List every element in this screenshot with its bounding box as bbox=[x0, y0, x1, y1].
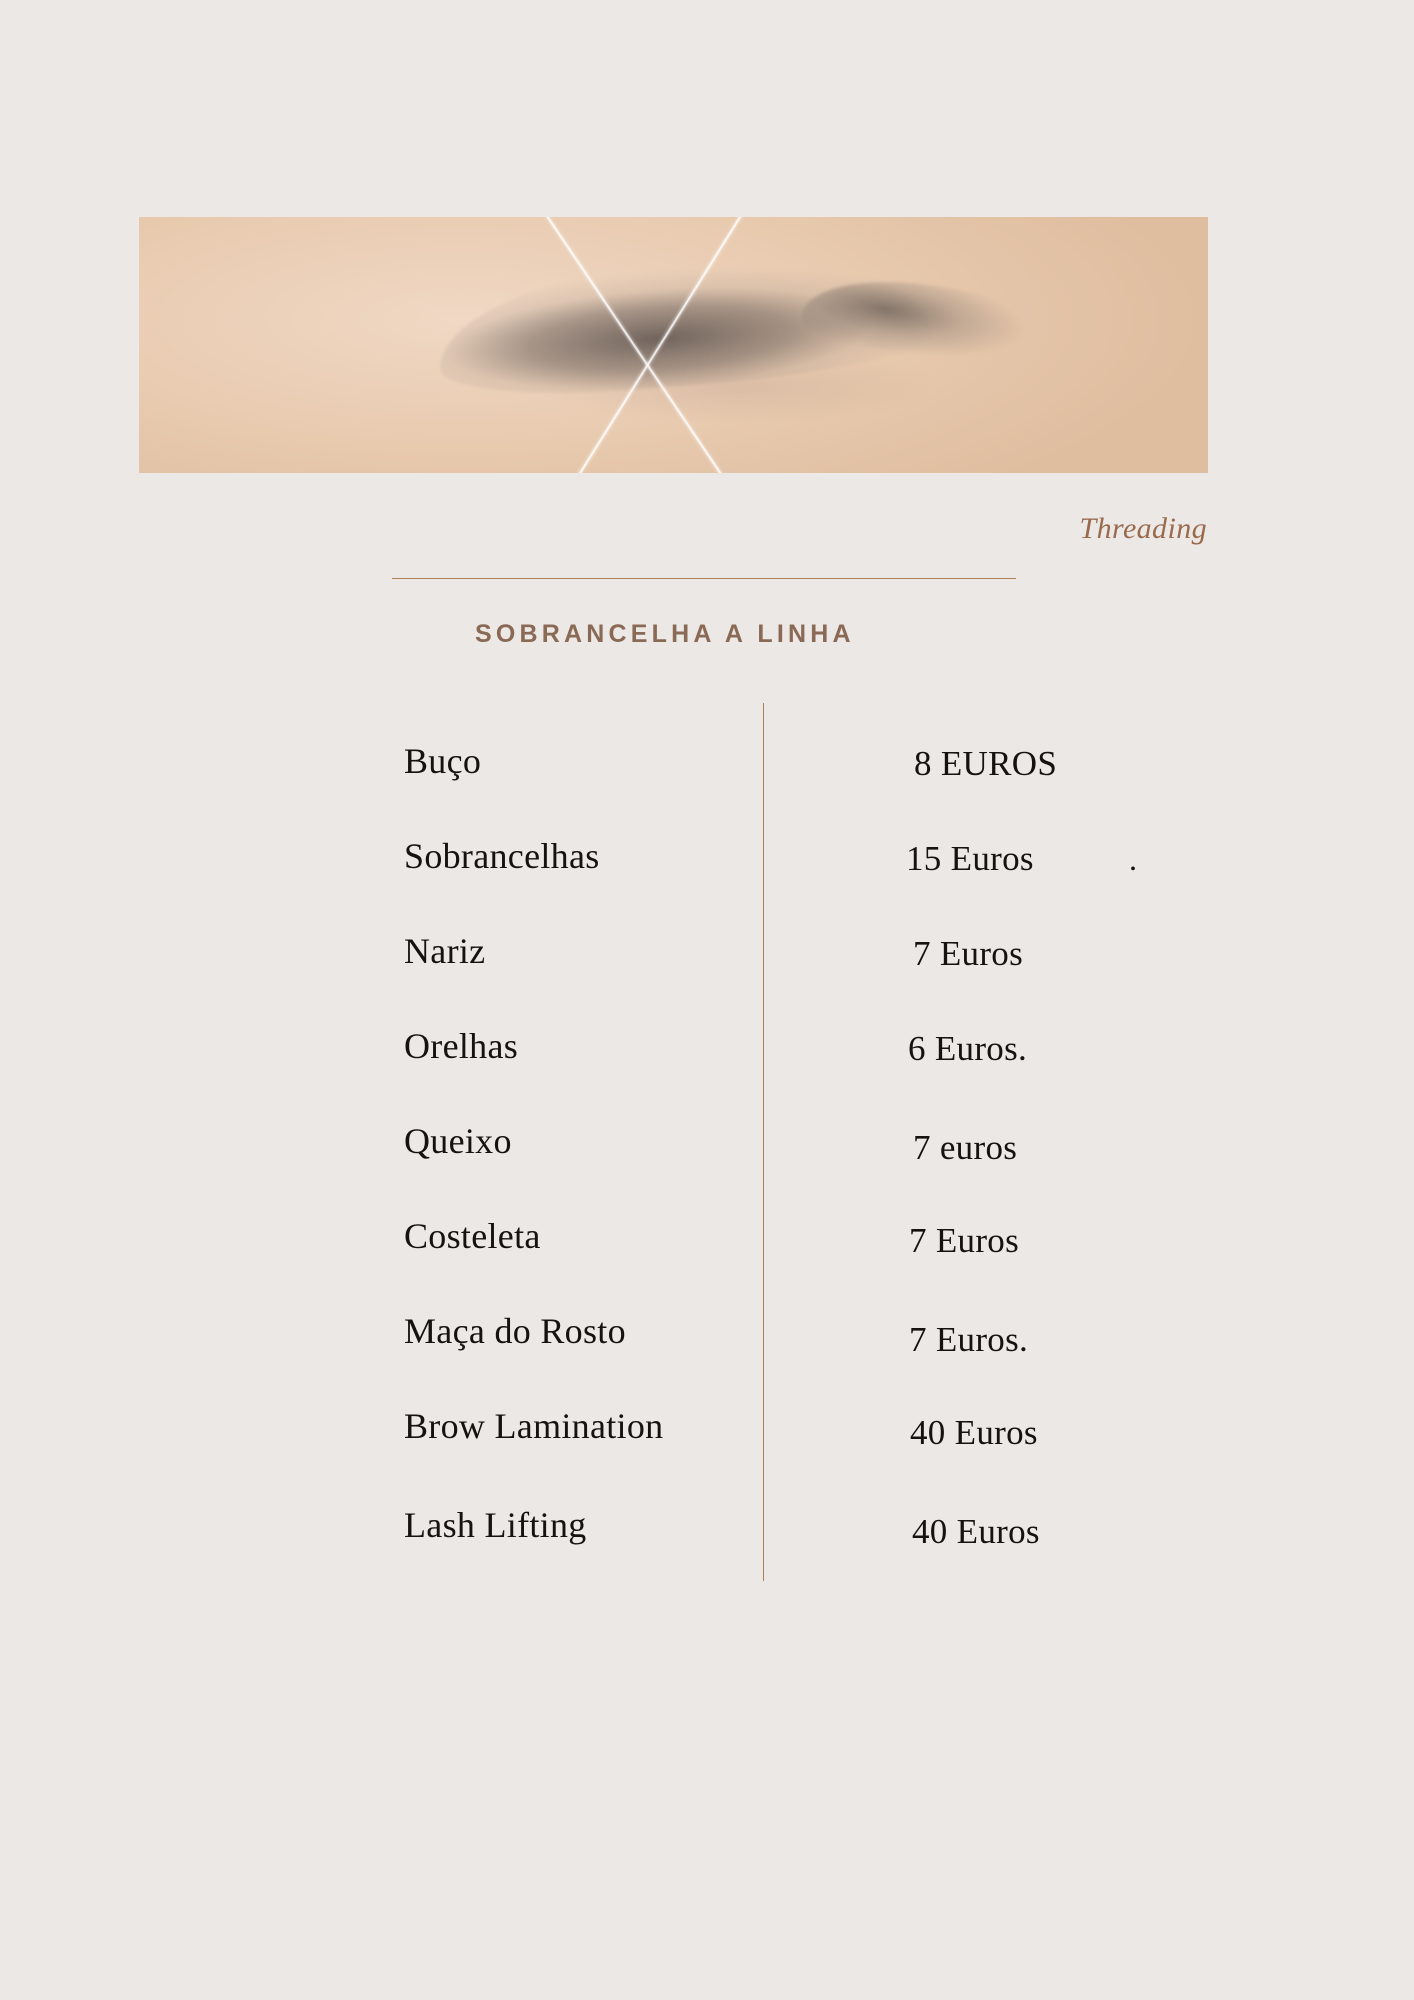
list-item bbox=[404, 1310, 1124, 1405]
service-name: Costeleta bbox=[404, 1216, 541, 1256]
price-list bbox=[404, 740, 1137, 1595]
service-name: Nariz bbox=[404, 931, 486, 971]
list-item bbox=[404, 1025, 1124, 1120]
list-item bbox=[404, 835, 1137, 930]
list-item bbox=[404, 740, 1124, 835]
service-price: 7 Euros bbox=[909, 1221, 1020, 1260]
service-price-note: . bbox=[1129, 841, 1137, 877]
list-item bbox=[404, 1120, 1124, 1215]
service-price: 7 Euros bbox=[913, 934, 1024, 973]
service-price: 15 Euros bbox=[906, 839, 1034, 878]
service-name: Brow Lamination bbox=[404, 1406, 664, 1446]
service-price: 40 Euros bbox=[910, 1413, 1038, 1452]
list-item bbox=[404, 1500, 1124, 1595]
service-name: Sobrancelhas bbox=[404, 836, 600, 876]
service-price: 7 euros bbox=[913, 1128, 1018, 1167]
service-price: 8 EUROS bbox=[914, 744, 1058, 783]
service-name: Queixo bbox=[404, 1121, 512, 1161]
list-item bbox=[404, 930, 1124, 1025]
service-name: Lash Lifting bbox=[404, 1505, 587, 1545]
divider-horizontal bbox=[392, 578, 1016, 579]
service-name: Orelhas bbox=[404, 1026, 519, 1066]
service-name: Buço bbox=[404, 741, 482, 781]
service-price: 7 Euros. bbox=[909, 1320, 1029, 1359]
list-item bbox=[404, 1405, 1124, 1500]
service-price: 40 Euros bbox=[912, 1512, 1040, 1551]
eyebrow-threading-photo bbox=[139, 217, 1208, 473]
list-item bbox=[404, 1215, 1124, 1310]
section-heading: SOBRANCELHA A LINHA bbox=[475, 620, 855, 648]
service-price: 6 Euros. bbox=[908, 1029, 1028, 1068]
script-title: Threading bbox=[1079, 512, 1207, 545]
service-name: Maça do Rosto bbox=[404, 1311, 626, 1351]
